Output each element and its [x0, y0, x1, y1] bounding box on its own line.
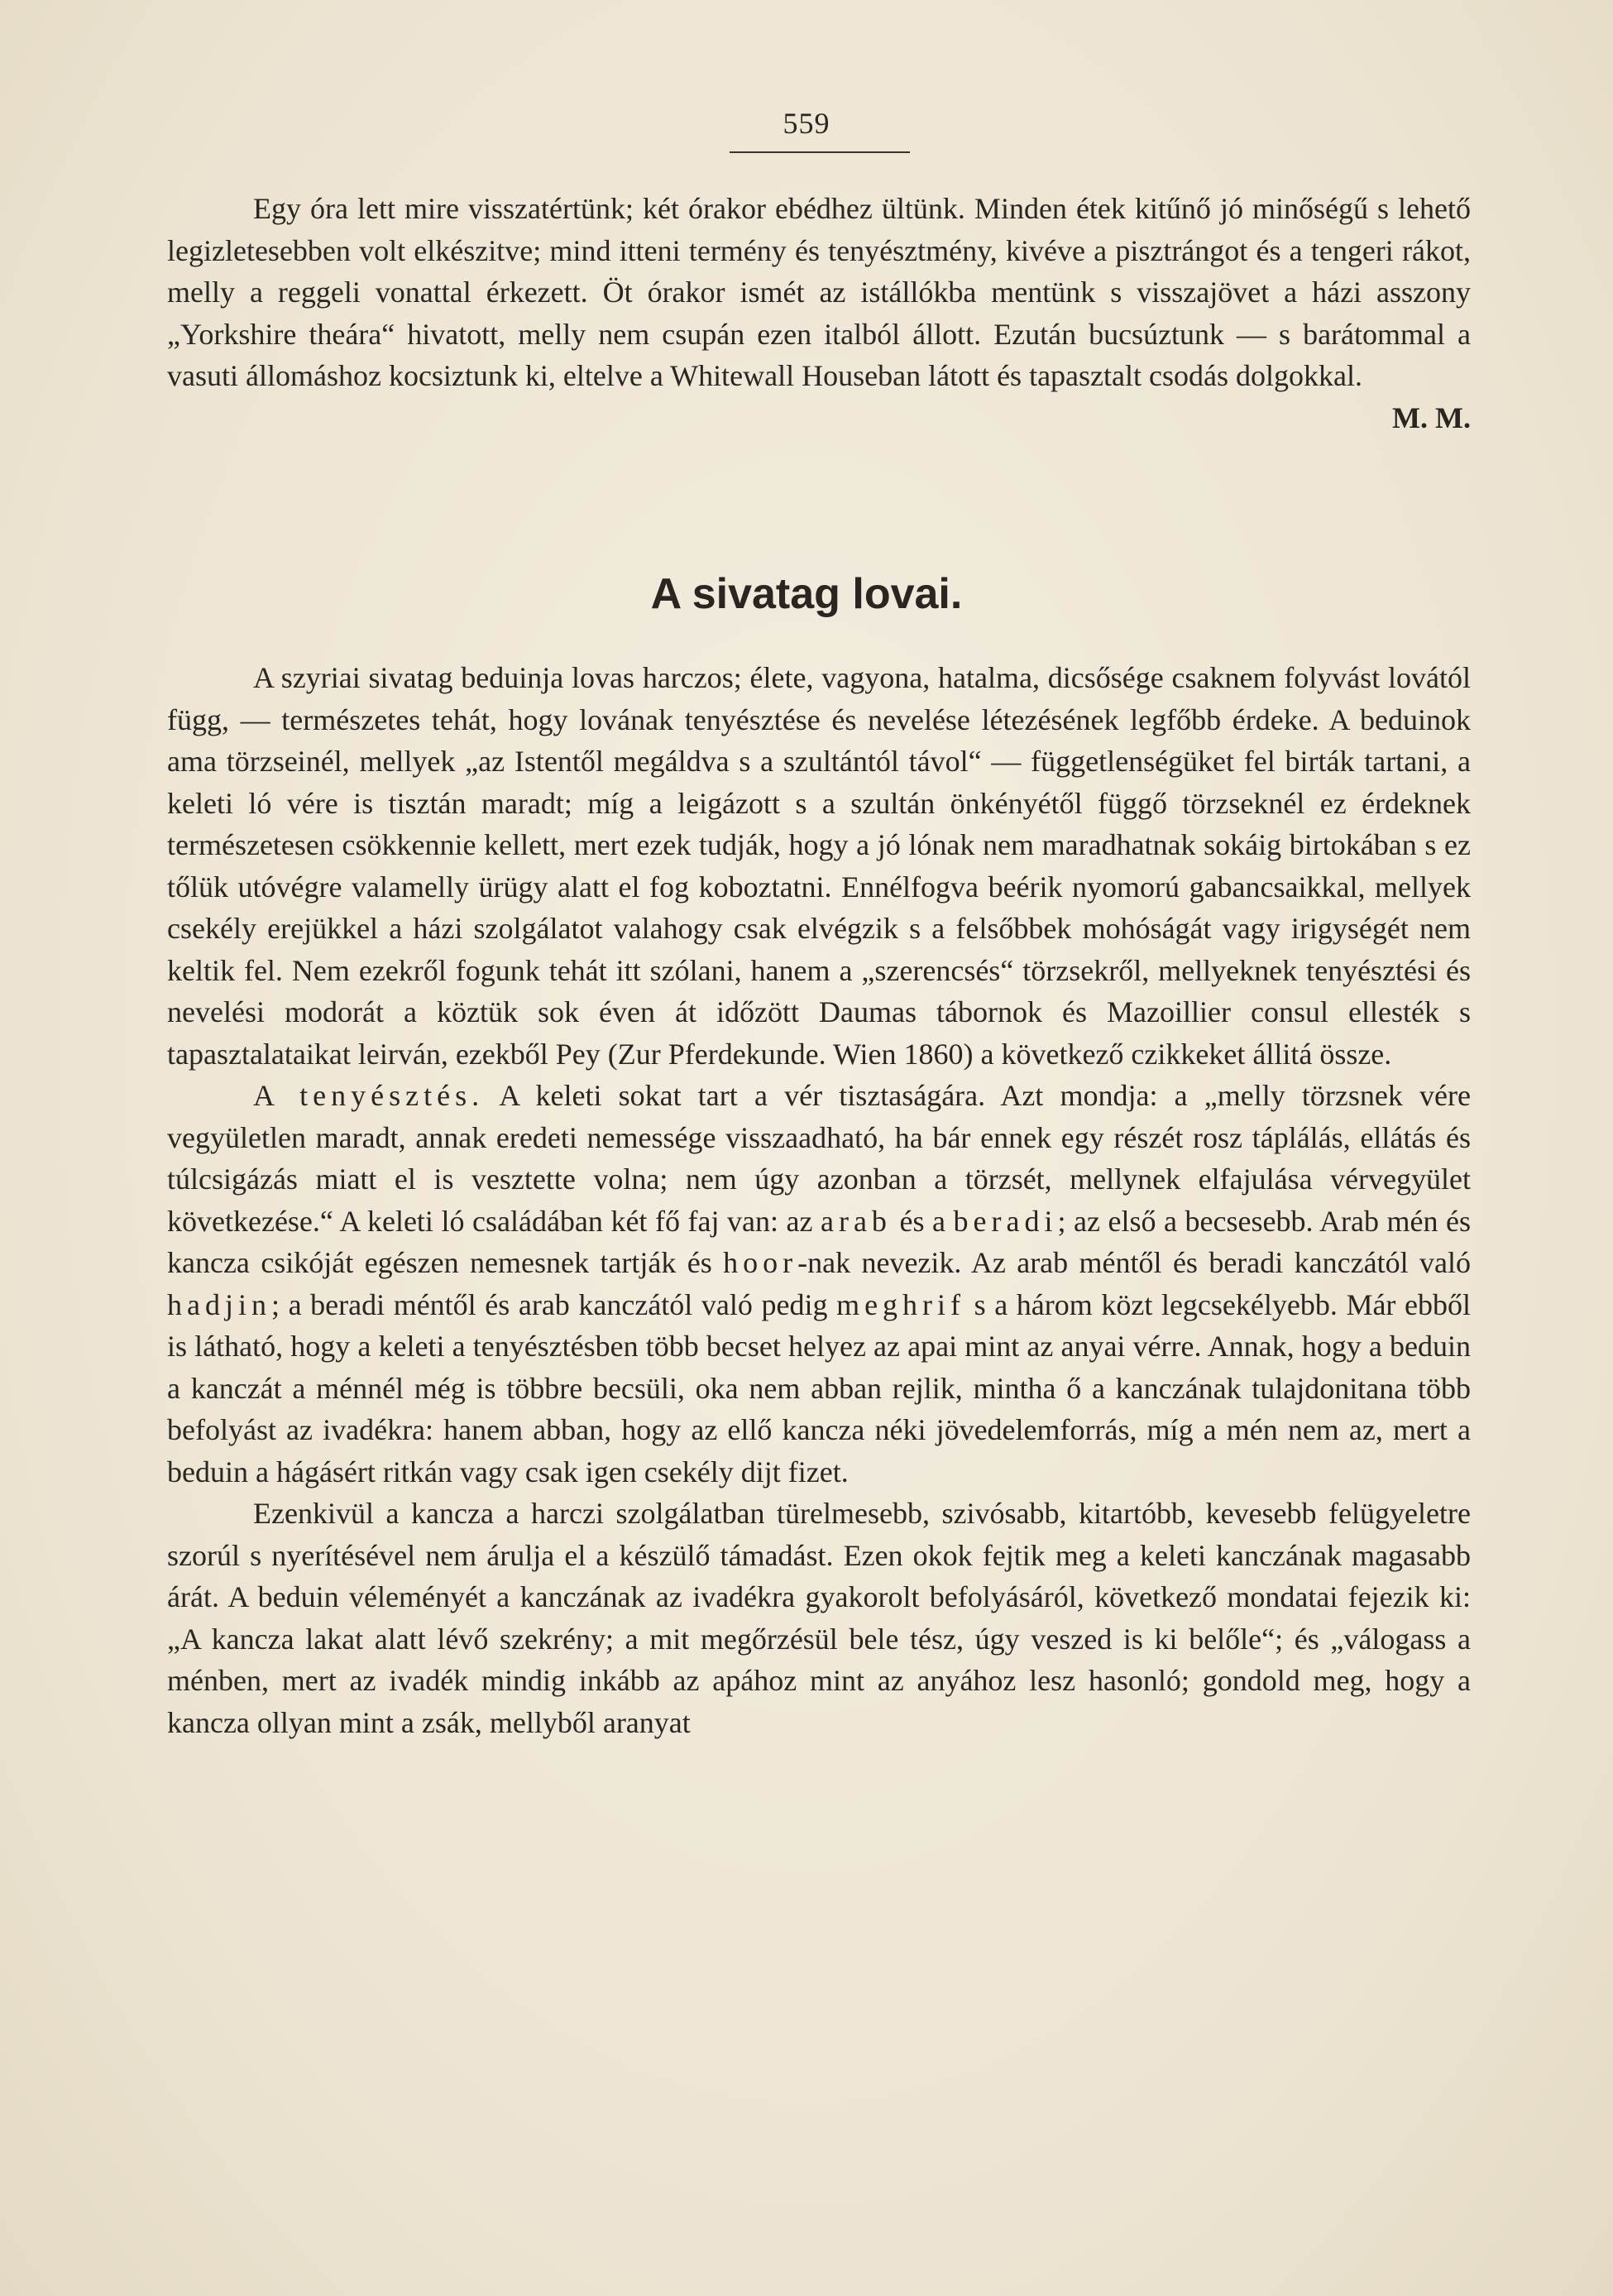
- paragraph-2-text-es: és a: [891, 1204, 954, 1238]
- term-beradi: beradi: [953, 1204, 1058, 1238]
- article-paragraph-3: Ezenkivül a kancza a harczi szolgálatban türelmesebb, szivósabb, kitartóbb, kevesebb felügyeletre szorúl s nyerítésével nem árulja el a készülő támadást. Ezen okok fejtik meg a keleti kanczának magasabb árát. A beduin véleményét a kanczának az ivadékra gyakorolt befolyásáról, következő mondatai fejezik ki: „A kancza lakat alatt lévő szekrény; a mit megőrzésül bele tész, úgy veszed is ki belőle“; és „válogass a ménben, mert az ivadék mindig inkább az apához mint az anyához lesz hasonló; gondold meg, hogy a kancza ollyan mint a zsák, mellyből aranyat: [167, 1497, 1471, 1739]
- section-heading-tenyesztes: A tenyésztés.: [253, 1079, 485, 1112]
- term-hoor: hoor: [723, 1246, 798, 1279]
- paragraph-2-text-b: ; az első a becsesebb. Arab mén és kancza csikóját egészen nemesnek tartják és: [167, 1204, 1472, 1279]
- paragraph-2-text-d: ; a beradi méntől és arab kanczától való pedig: [270, 1287, 837, 1321]
- paragraph-2-text-c: -nak nevezik. Az arab méntől és beradi kanczától való: [797, 1246, 1471, 1279]
- previous-article-text: Egy óra lett mire visszatértünk; két órakor ebédhez ültünk. Minden étek kitűnő jó minőségű s lehető legizletesebben volt elkészitve; mind itteni termény és tenyésztmény, kivéve a pisztrángot és a tengeri rákot, melly a reggeli vonattal érkezett. Öt órakor ismét az istállókba mentünk s visszajövet a házi asszony „Yorkshire theára“ hivatott, melly nem csupán ezen italból állott. Ezután bucsúztunk — s barátommal a vasuti állomáshoz kocsiztunk ki, eltelve a Whitewall Houseban látott és tapasztalt csodás dolgokkal.: [167, 192, 1471, 392]
- previous-article-paragraph: [167, 188, 1471, 434]
- author-signature: M. M.: [1392, 400, 1471, 434]
- article-paragraph-2: [167, 1075, 1471, 1493]
- article-paragraph-1: A szyriai sivatag beduinja lovas harczos; élete, vagyona, hatalma, dicsősége csaknem folyvást lovától függ, — természetes tehát, hogy lovának tenyésztése és nevelése létezésének legfőbb érdeke. A beduinok ama törzseinél, mellyek „az Istentől megáldva s a szultántól távol“ — függetlenségüket fel birták tartani, a keleti ló vére is tisztán maradt; míg a leigázott s a szultán önkényétől függő törzseknél ez érdeknek természetesen csökkennie kellett, mert ezek tudják, hogy a jó lónak nem maradhatnak sokáig birtokában s ez tőlük utóvégre valamelly ürügy alatt el fog koboztatni. Ennélfogva beérik nyomorú gabancsaikkal, mellyek csekély erejükkel a házi szolgálatot valahogy csak elvégzik s a felsőbbek mohóságát vagy irigységét nem keltik fel. Nem ezekről fogunk tehát itt szólani, hanem a „szerencsés“ törzsekről, mellyeknek tenyésztési és nevelési modorát a köztük sok éven át időzött Daumas tábornok és Mazoillier consul ellesték s tapasztalataikat leirván, ezekből Pey (Zur Pferdekunde. Wien 1860) a következő czikkeket állitá össze.: [167, 661, 1471, 1071]
- page-number: 559: [783, 107, 830, 140]
- article-title: A sivatag lovai.: [650, 570, 963, 618]
- term-arab: arab: [820, 1204, 892, 1238]
- term-hadjin: hadjin: [167, 1287, 271, 1321]
- article-body: [167, 657, 1471, 1743]
- paragraph-2-text-a: A keleti sokat tart a vér tisztaságára. Azt mondja: a „melly törzsnek vére vegyületlen maradt, annak eredeti nemessége visszaadható, ha bár ennek egy részét rosz táplálás, ellátás és túlcsigázás miatt el is vesztette volna; nem úgy azonban a törzsét, mellynek elfajulása vérvegyület következése.“ A keleti ló családában két fő faj van: az: [167, 1079, 1471, 1238]
- paragraph-2-text-e: s a három közt legcsekélyebb. Már ebből is látható, hogy a keleti a tenyésztésben több becset helyez az apai mint az anyai vérre. Annak, hogy a beduin a kanczát a ménnél még is többre becsüli, oka nem abban rejlik, mintha ő a kanczának tulajdonitana több befolyást az ivadékra: hanem abban, hogy az ellő kancza néki jövedelemforrás, míg a mén nem az, mert a beduin a hágásért ritkán vagy csak igen csekély dijt fizet.: [167, 1287, 1471, 1488]
- term-meghrif: meghrif: [836, 1287, 966, 1321]
- previous-article-ending: [167, 188, 1471, 439]
- page-number-rule: [730, 151, 910, 153]
